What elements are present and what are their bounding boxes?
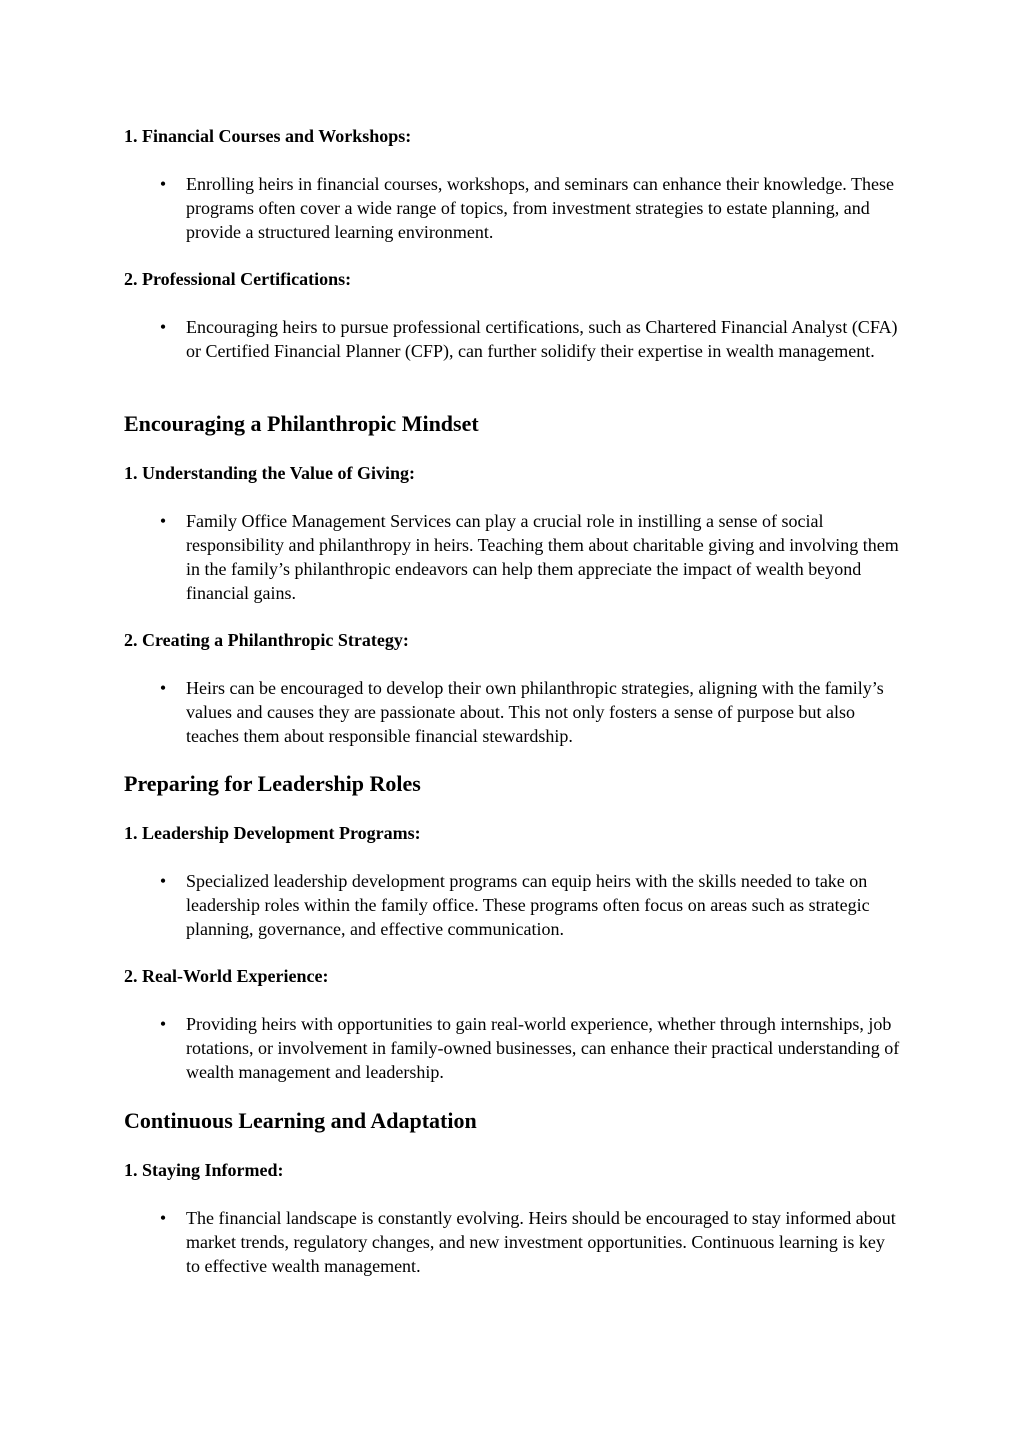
list-item [124, 172, 904, 244]
bullet-icon: • [159, 1208, 167, 1228]
heading-continuous-learning: Continuous Learning and Adaptation [124, 1108, 477, 1133]
subheading-leadership-programs: 1. Leadership Development Programs: [124, 823, 421, 843]
list-item-text: Enrolling heirs in financial courses, workshops, and seminars can enhance their knowledge. These programs often cover a wide range of topics, from investment strategies to estate planning, and provide a structured learning environment. [186, 174, 894, 242]
list-item-text: Encouraging heirs to pursue professional certifications, such as Chartered Financial Analyst (CFA) or Certified Financial Planner (CFP), can further solidify their expertise in wealth management. [186, 317, 898, 361]
list-item [124, 315, 904, 363]
bullet-icon: • [159, 871, 167, 891]
list-item-text: Providing heirs with opportunities to gain real-world experience, whether through internships, job rotations, or involvement in family-owned businesses, can enhance their practical understanding of wealth management and leadership. [186, 1014, 900, 1082]
bullet-icon: • [159, 1014, 167, 1034]
subheading-professional-certifications: 2. Professional Certifications: [124, 269, 352, 289]
subheading-philanthropic-strategy: 2. Creating a Philanthropic Strategy: [124, 630, 409, 650]
list-item-text: Specialized leadership development programs can equip heirs with the skills needed to take on leadership roles within the family office. These programs often focus on areas such as strategic planning, governance, and effective communication. [186, 871, 870, 939]
subheading-staying-informed: 1. Staying Informed: [124, 1160, 284, 1180]
bullet-icon: • [159, 511, 167, 531]
subheading-financial-courses: 1. Financial Courses and Workshops: [124, 126, 412, 146]
subheading-value-of-giving: 1. Understanding the Value of Giving: [124, 463, 416, 483]
list-item [124, 509, 904, 605]
list-item [124, 1012, 904, 1084]
list-item-text: Heirs can be encouraged to develop their own philanthropic strategies, aligning with the family’s values and causes they are passionate about. This not only fosters a sense of purpose but also teaches them about responsible financial stewardship. [186, 678, 884, 746]
list-item [124, 869, 904, 941]
list-item [124, 1206, 904, 1278]
bullet-icon: • [159, 174, 167, 194]
list-item [124, 676, 904, 748]
bullet-icon: • [159, 317, 167, 337]
heading-philanthropic-mindset: Encouraging a Philanthropic Mindset [124, 411, 479, 436]
list-item-text: Family Office Management Services can play a crucial role in instilling a sense of social responsibility and philanthropy in heirs. Teaching them about charitable giving and involving them in the family’s philanthropic endeavors can help them appreciate the impact of wealth beyond financial gains. [186, 511, 899, 603]
bullet-icon: • [159, 678, 167, 698]
heading-leadership-roles: Preparing for Leadership Roles [124, 771, 421, 796]
subheading-real-world-experience: 2. Real-World Experience: [124, 966, 329, 986]
list-item-text: The financial landscape is constantly evolving. Heirs should be encouraged to stay informed about market trends, regulatory changes, and new investment opportunities. Continuous learning is key to effective wealth management. [186, 1208, 896, 1276]
